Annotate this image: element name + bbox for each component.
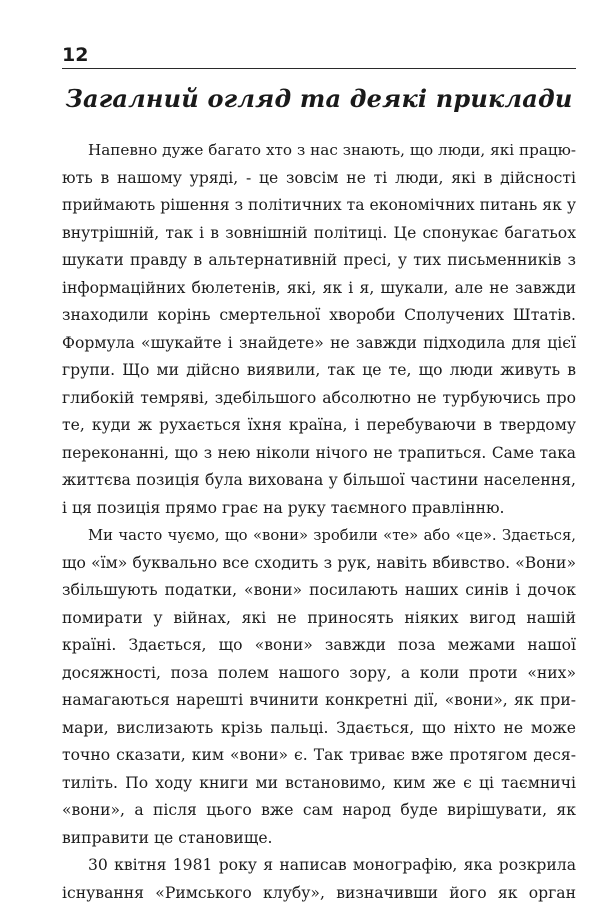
- text-line: збільшують податки, «вони» посилають наших синів і дочок: [62, 581, 576, 599]
- text-line: внутрішній, так і в зовнішній політиці. Це спонукає багатьох: [62, 223, 576, 242]
- text-line: життєва позиція була вихована у більшої частини населення,: [62, 471, 576, 489]
- text-line: існування «Римського клубу», визначивши його як орган: [62, 883, 576, 902]
- text-line: досяжності, поза полем нашого зору, а коли проти «них»: [62, 663, 576, 682]
- text-line: шукати правду в альтернативній пресі, у тих письменників з: [62, 251, 576, 269]
- text-line: намагаються нарешті вчинити конкретні дії, «вони», як при-: [62, 691, 576, 709]
- text-line: що «їм» буквально все сходить з рук, навіть вбивство. «Вони»: [62, 553, 576, 572]
- section-title: Загалний огляд та деякі приклади: [65, 84, 573, 113]
- text-line: групи. Що ми дійсно виявили, так це те, що люди живуть в: [62, 361, 576, 379]
- text-line: приймають рішення з політичних та економічних питань як у: [62, 196, 576, 214]
- body-text: [62, 137, 576, 907]
- text-line: Напевно дуже багато хто з нас знають, що люди, які працю-: [88, 141, 576, 159]
- text-line: мари, вислизають крізь пальці. Здається, що ніхто не може: [62, 718, 576, 737]
- text-line: переконанні, що з нею ніколи нічого не трапиться. Саме така: [62, 443, 576, 462]
- text-line: те, куди ж рухається їхня країна, і перебуваючи в твердому: [62, 416, 576, 434]
- text-line: ють в нашому уряді, - це зовсім не ті люди, які в дійсності: [62, 168, 576, 187]
- text-line: 30 квітня 1981 року я написав монографію, яка розкрила: [88, 856, 576, 874]
- text-line: і ця позиція прямо грає на руку таємного правлінню.: [62, 498, 505, 517]
- header-rule: [62, 68, 576, 69]
- page-number: 12: [62, 44, 89, 66]
- text-line: тиліть. По ходу книги ми встановимо, ким же є ці таємничі: [62, 773, 576, 792]
- text-line: знаходили корінь смертельної хвороби Сполучених Штатів.: [62, 306, 576, 324]
- text-line: «вони», а після цього вже сам народ буде вирішувати, як: [62, 801, 576, 819]
- text-line: Ми часто чуємо, що «вони» зробили «те» або «це». Здається,: [88, 527, 576, 544]
- text-line: країні. Здається, що «вони» завжди поза межами нашої: [62, 636, 576, 654]
- text-line: точно сказати, ким «вони» є. Так триває вже протягом деся-: [62, 746, 576, 764]
- text-line: помирати у війнах, які не приносять ніяких вигод нашій: [62, 608, 576, 627]
- text-line: виправити це становище.: [62, 828, 273, 847]
- text-line: інформаційних бюлетенів, які, як і я, шукали, але не завжди: [62, 278, 576, 297]
- text-line: Формула «шукайте і знайдете» не завжди підходила для цієї: [62, 333, 576, 352]
- text-line: глибокій темряві, здебільшого абсолютно не турбуючись про: [62, 388, 576, 407]
